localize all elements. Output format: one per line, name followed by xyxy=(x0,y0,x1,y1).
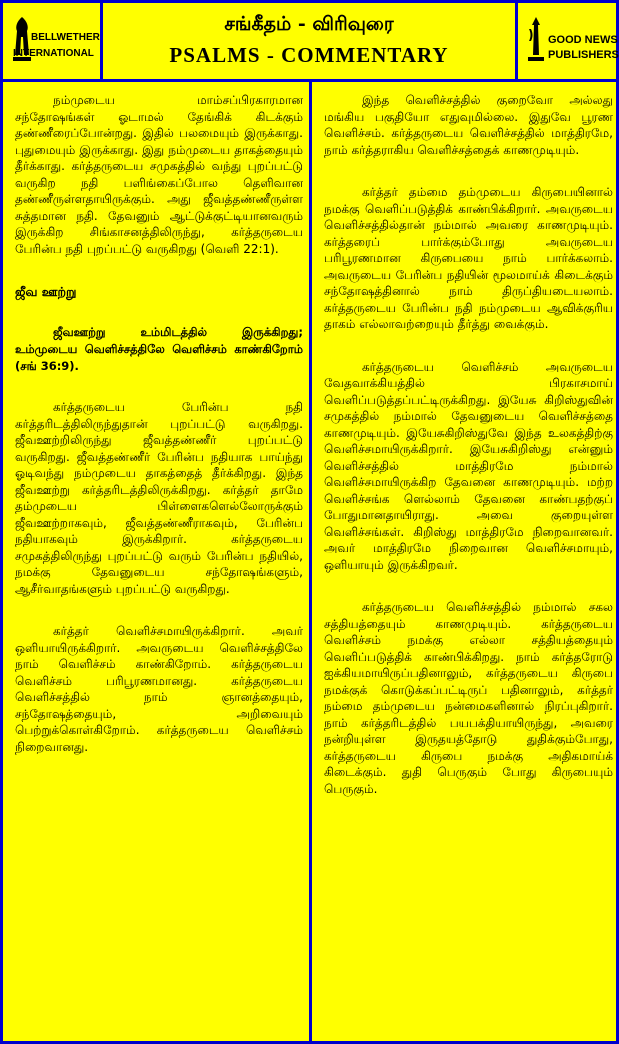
bellwether-logo-line1: BELLWETHER xyxy=(31,32,100,43)
page-title-tamil: சங்கீதம் - விரிவுரை xyxy=(224,13,394,35)
right-paragraph-4: கர்த்தருடைய வெளிச்சத்தில் நம்மால் சகல சத்தியத்தையும் காணமுடியும். கர்த்தருடைய வெளிச்சம் நமக்கு எல்லா சத்தியத்தையும் வெளிப்படுத்திக் காண்பிக்கிறது. நாம் கர்த்தரோடு ஐக்கியமாயிருப்பதினாலும், கர்த்தருடைய கிருபை நமக்குக் கொடுக்கப்பட்டிருப் பதினாலும், கர்த்தர் நம்மை தம்முடைய நன்மைகளினால் நிரப்புகிறார். நாம் கர்த்தரிடத்தில் பயபக்தியாயிருந்து, அவரை நன்றியுள்ள இருதயத்தோடு துதிக்கும்போது, கர்த்தருடைய கிருபை நமக்கு அதிகமாய்க் கிடைக்கும். துதி பெருகும் போது கிருபையும் பெருகும். xyxy=(324,600,613,796)
good-news-logo-line2: PUBLISHERS xyxy=(548,49,619,61)
left-paragraph-1: நம்முடைய மாம்சப்பிரகாரமான சந்தோஷங்கள் ஓடாமல் தேங்கிக் கிடக்கும் தண்ணீரைப்போன்றது. இதில் பலமையும் இருக்காது. புதுமையும் இருக்காது. இது நம்முடைய தாகத்தையும் தீர்க்காது. கர்த்தருடைய சமுகத்தில் வந்து புறப்பட்டு வருகிற நதி பளிங்கைப்போல தெளிவான தண்ணீருள்ளதாயிருக்கும். அது ஜீவத்தண்ணீருள்ள சுத்தமான நதி. தேவனும் ஆட்டுக்குட்டியானவரும் இருக்கிற சிங்காசனத்திலிருந்து, கர்த்தருடைய பேரின்ப நதி புறப்பட்டு வருகிறது (வெளி 22:1). xyxy=(15,93,303,256)
scripture-verse: ஜீவஊற்று உம்மிடத்தில் இருக்கிறது; உம்முடைய வெளிச்சத்திலே வெளிச்சம் காண்கிறோம் (சங் 36:9). xyxy=(15,325,303,373)
right-column xyxy=(312,82,619,1044)
good-news-logo-line1: GOOD NEWS xyxy=(548,34,618,46)
right-paragraph-3: கர்த்தருடைய வெளிச்சம் அவருடைய வேதவாக்கியத்தில் பிரகாசமாய் வெளிப்படுத்தப்பட்டிருக்கிறது. இயேசு கிறிஸ்துவின் சமுகத்தில் நம்மால் தேவனுடைய வெளிச்சத்தை காணமுடியும். இயேசுகிறிஸ்துவே இந்த உலகத்திற்கு வெளிச்சமாயிருக்கிறார். இயேசுகிறிஸ்து என்னும் வெளிச்சத்தில் மாத்திரமே நம்மால் வெளிச்சமாயிருக்கிற தேவனை காணமுடியும். மற்ற வெளிச்சங்க ளெல்லாம் தேவனை காண்பதற்குப் போதுமானதாயிராது. அவை குறையுள்ள வெளிச்சங்கள். கிறிஸ்து மாத்திரமே நிறைவானவர். அவர் மாத்திரமே நிறைவான வெளிச்சமாயும், ஒளியாயும் இருக்கிறவர். xyxy=(324,359,613,572)
good-news-logo-icon xyxy=(526,15,546,63)
right-paragraph-1: இந்த வெளிச்சத்தில் குறைவோ அல்லது மங்கிய பகுதியோ எதுவுமில்லை. இதுவே பூரண வெளிச்சம். கர்த்தருடைய வெளிச்சத்தில் மாத்திரமே, நாம் கர்த்தராகிய வெளிச்சத்தைக் காணமுடியும். xyxy=(324,93,613,157)
left-column xyxy=(6,82,312,1044)
section-heading: ஜீவ ஊற்று xyxy=(15,284,77,299)
good-news-logo xyxy=(515,3,619,79)
left-paragraph-3: கர்த்தர் வெளிச்சமாயிருக்கிறார். அவர் ஒளியாயிருக்கிறார். அவருடைய வெளிச்சத்திலே நாம் வெளிச்சம் காண்கிறோம். கர்த்தருடைய வெளிச்சம் பரிபூரணமானது. கர்த்தருடைய வெளிச்சத்தில் நாம் ஞானத்தையும், சந்தோஷத்தையும், அறிவையும் பெற்றுக்கொள்கிறோம். கர்த்தருடைய வெளிச்சம் நிறைவானது. xyxy=(15,624,303,754)
page-header xyxy=(3,3,619,82)
right-paragraph-2: கர்த்தர் தம்மை தம்முடைய கிருபையினால் நமக்கு வெளிப்படுத்திக் காண்பிக்கிறார். அவருடைய வெளிச்சத்தில்தான் நம்மால் அவரை காணமுடியும். கர்த்தரைப் பார்க்கும்போது அவருடைய பரிபூரணமான கிருபையை நாம் பார்க்கலாம். அவருடைய பேரின்ப நதியின் மூலமாய்க் கிடைக்கும் சந்தோஷத்தினால் நாம் திருப்தியடையலாம். கர்த்தருடைய பேரின்ப நதி நம்முடைய ஆவிக்குரிய தாகம் எல்லாவற்றையும் தீர்த்து வைக்கும். xyxy=(324,185,613,331)
bellwether-logo-line2: INTERNATIONAL xyxy=(13,48,94,59)
title-block xyxy=(103,3,515,79)
left-paragraph-2: கர்த்தருடைய பேரின்ப நதி கர்த்தரிடத்திலிருந்துதான் புறப்பட்டு வருகிறது. ஜீவஊற்றிலிருந்து ஜீவத்தண்ணீர் புறப்பட்டு வருகிறது. ஜீவத்தண்ணீர் பேரின்ப நதியாக பாய்ந்து ஓடிவந்து நம்முடைய தாகத்தைத் தீர்க்கிறது. இந்த ஜீவஊற்று கர்த்தரிடத்திலிருக்கிறது. கர்த்தர் தாமே தம்முடைய பிள்ளைகளெல்லோருக்கும் ஜீவஊற்றாகவும், ஜீவத்தண்ணீராகவும், பேரின்ப நதியாகவும் இருக்கிறார். கர்த்தருடைய சமுகத்திலிருந்து புறப்பட்டு வரும் பேரின்ப நதியில், நமக்கு தேவனுடைய சந்தோஷங்களும், ஆசீர்வாதங்களும் புறப்பட்டு வருகிறது. xyxy=(15,400,303,596)
page-title-english: PSALMS - COMMENTARY xyxy=(169,43,449,67)
bellwether-logo xyxy=(3,3,103,79)
